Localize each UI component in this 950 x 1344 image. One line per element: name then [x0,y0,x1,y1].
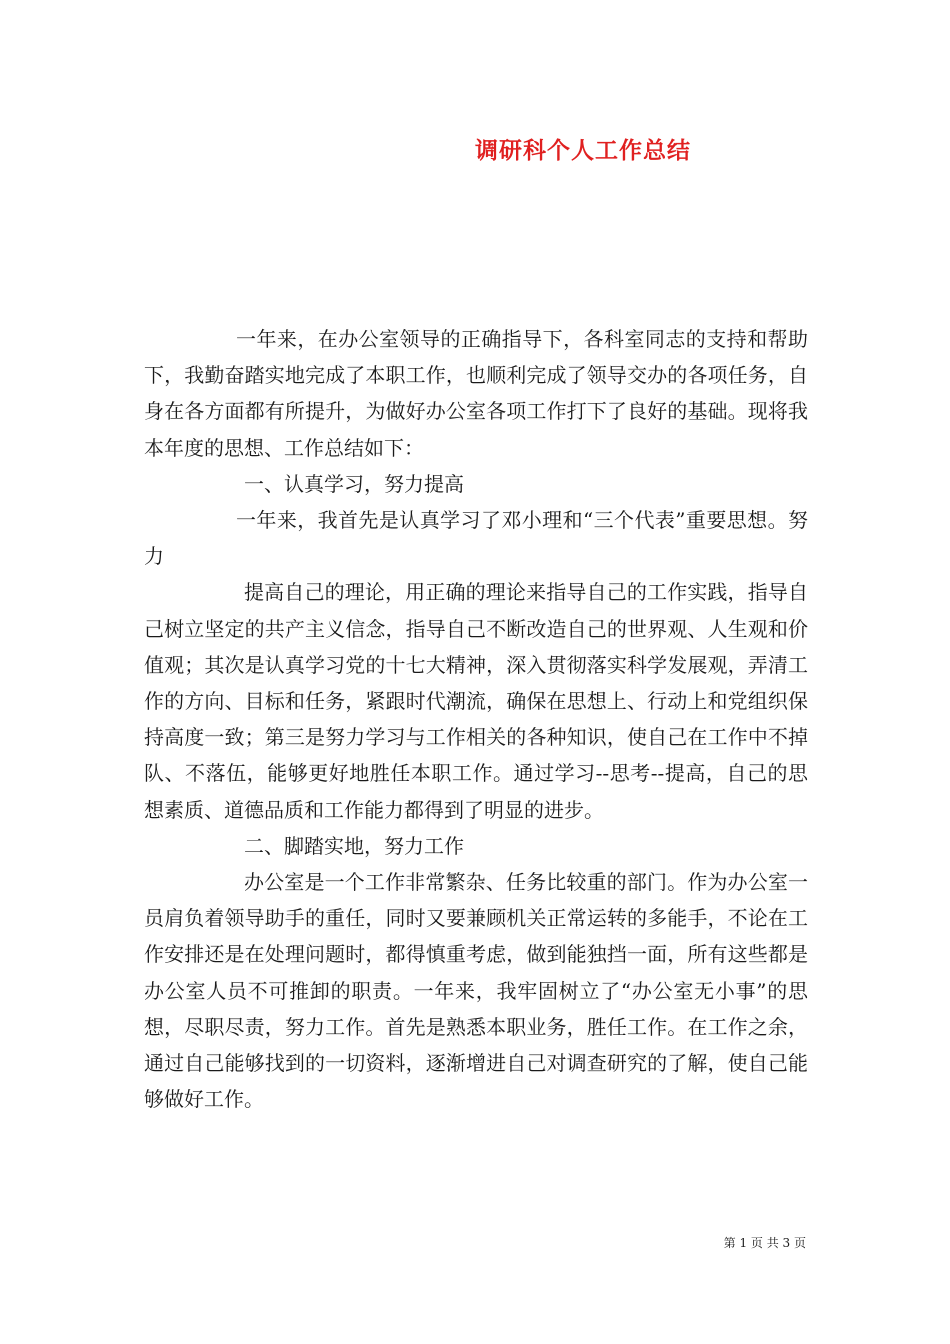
document-body [144,321,808,1117]
study-paragraph-lead: 一年来，我首先是认真学习了邓小理和“三个代表”重要思想。努力 [144,508,808,569]
work-paragraph: 办公室是一个工作非常繁杂、任务比较重的部门。作为办公室一员肩负着领导助手的重任，同时又要兼顾机关正常运转的多能手，不论在工作安排还是在处理问题时，都得慎重考虑，做到能独挡一面，所有这些都是办公室人员不可推卸的职责。一年来，我牢固树立了“办公室无小事”的思想，尽职尽责，努力工作。首先是熟悉本职业务，胜任工作。在工作之余，通过自己能够找到的一切资料，逐渐增进自己对调查研究的了解，使自己能够做好工作。 [144,870,808,1112]
page-number: 第 1 页 共 3 页 [723,1236,806,1250]
intro-paragraph: 一年来，在办公室领导的正确指导下，各科室同志的支持和帮助下，我勤奋踏实地完成了本职工作，也顺利完成了领导交办的各项任务，自身在各方面都有所提升，为做好办公室各项工作打下了良好的基础。现将我本年度的思想、工作总结如下： [144,327,808,460]
section-heading-2: 二、脚踏实地，努力工作 [244,833,464,858]
study-paragraph-body: 提高自己的理论，用正确的理论来指导自己的工作实践，指导自己树立坚定的共产主义信念，指导自己不断改造自己的世界观、人生观和价值观；其次是认真学习党的十七大精神，深入贯彻落实科学发展观，弄清工作的方向、目标和任务，紧跟时代潮流，确保在思想上、行动上和党组织保持高度一致；第三是努力学习与工作相关的各种知识，使自己在工作中不掉队、不落伍，能够更好地胜任本职工作。通过学习--思考--提高，自己的思想素质、道德品质和工作能力都得到了明显的进步。 [144,580,808,822]
section-heading-1: 一、认真学习，努力提高 [244,471,464,496]
document-title: 调研科个人工作总结 [475,137,691,164]
